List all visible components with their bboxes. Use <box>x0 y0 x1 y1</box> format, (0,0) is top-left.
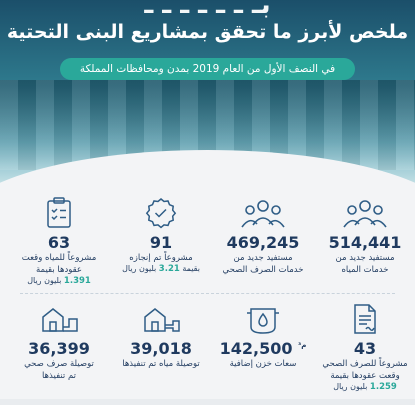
stat-label: مستفيد جديد من <box>335 253 395 263</box>
stat-number: 63 <box>47 233 71 252</box>
stats-grid <box>0 195 415 405</box>
house-sewage-connection-icon <box>39 303 79 335</box>
stat-water-connections <box>111 301 211 370</box>
stat-label: خدمات الصرف الصحي <box>222 265 304 275</box>
page-subtitle: في النصف الأول من العام 2019 بمدن ومحافظات المملكة <box>60 58 355 80</box>
stat-value-prefix: بقيمة <box>182 264 200 273</box>
stat-label: مستفيد جديد من <box>233 253 293 263</box>
page-footer-strip <box>0 399 415 405</box>
stat-number: 514,441 <box>328 233 402 252</box>
people-group-icon <box>343 199 387 229</box>
stat-label: مشروعاً للصرف الصحي <box>322 359 408 369</box>
stat-label: توصيلة مياه تم تنفيذها <box>122 359 200 369</box>
stat-completed-projects <box>111 195 211 274</box>
stat-storage-capacity <box>213 301 313 370</box>
house-water-connection-icon <box>141 303 181 335</box>
stat-label: سعات خزن إضافية <box>229 359 297 369</box>
stat-label: مشروعاً للمياه وقعت <box>21 253 97 263</box>
stat-sewage-beneficiaries <box>213 195 313 276</box>
water-tank-icon <box>246 305 280 335</box>
stat-water-beneficiaries <box>315 195 415 276</box>
stat-value-line <box>111 264 211 274</box>
stat-value-unit: بليون ريال <box>122 264 157 273</box>
stat-value-unit: بليون ريال <box>27 276 62 285</box>
stat-label: خدمات المياه <box>341 265 389 275</box>
stat-number <box>213 339 313 358</box>
stat-label: وقعت عقودها بقيمة <box>330 371 400 381</box>
stat-water-contracts <box>9 195 109 286</box>
document-checklist-icon <box>46 197 72 229</box>
stat-number: 469,245 <box>226 233 300 252</box>
stat-value-line <box>9 276 109 286</box>
hero-top-text-fragment: بـ ـ ـ ـ ـ ـ ـ <box>144 0 271 20</box>
stat-number: 39,018 <box>130 339 192 358</box>
stat-value: 1.391 <box>63 276 91 286</box>
page-title: ملخص لأبرز ما تحقق بمشاريع البنى التحتية <box>6 21 409 43</box>
stat-number-value: 142,500 <box>219 339 293 358</box>
stat-value: 1.259 <box>369 382 397 392</box>
stat-sewage-contracts <box>315 301 415 392</box>
stat-number: 36,399 <box>28 339 90 358</box>
row-divider <box>20 293 395 294</box>
stat-label: توصيلة صرف صحي <box>24 359 94 369</box>
stat-number: 91 <box>149 233 173 252</box>
stat-label: مشروعاً تم إنجازه <box>129 253 193 263</box>
people-group-icon <box>241 199 285 229</box>
contract-document-icon <box>352 303 378 335</box>
stat-label: عقودها بقيمة <box>35 265 83 275</box>
stat-label: تم تنفيذها <box>41 371 77 381</box>
stat-sewage-connections <box>9 301 109 382</box>
award-badge-icon <box>145 197 177 229</box>
stat-value-line <box>315 382 415 392</box>
stat-value-unit: بليون ريال <box>333 382 368 391</box>
hero-banner <box>0 0 415 190</box>
stat-number-unit: م³ <box>298 341 307 350</box>
stat-value: 3.21 <box>158 264 180 274</box>
stat-number: 43 <box>353 339 377 358</box>
